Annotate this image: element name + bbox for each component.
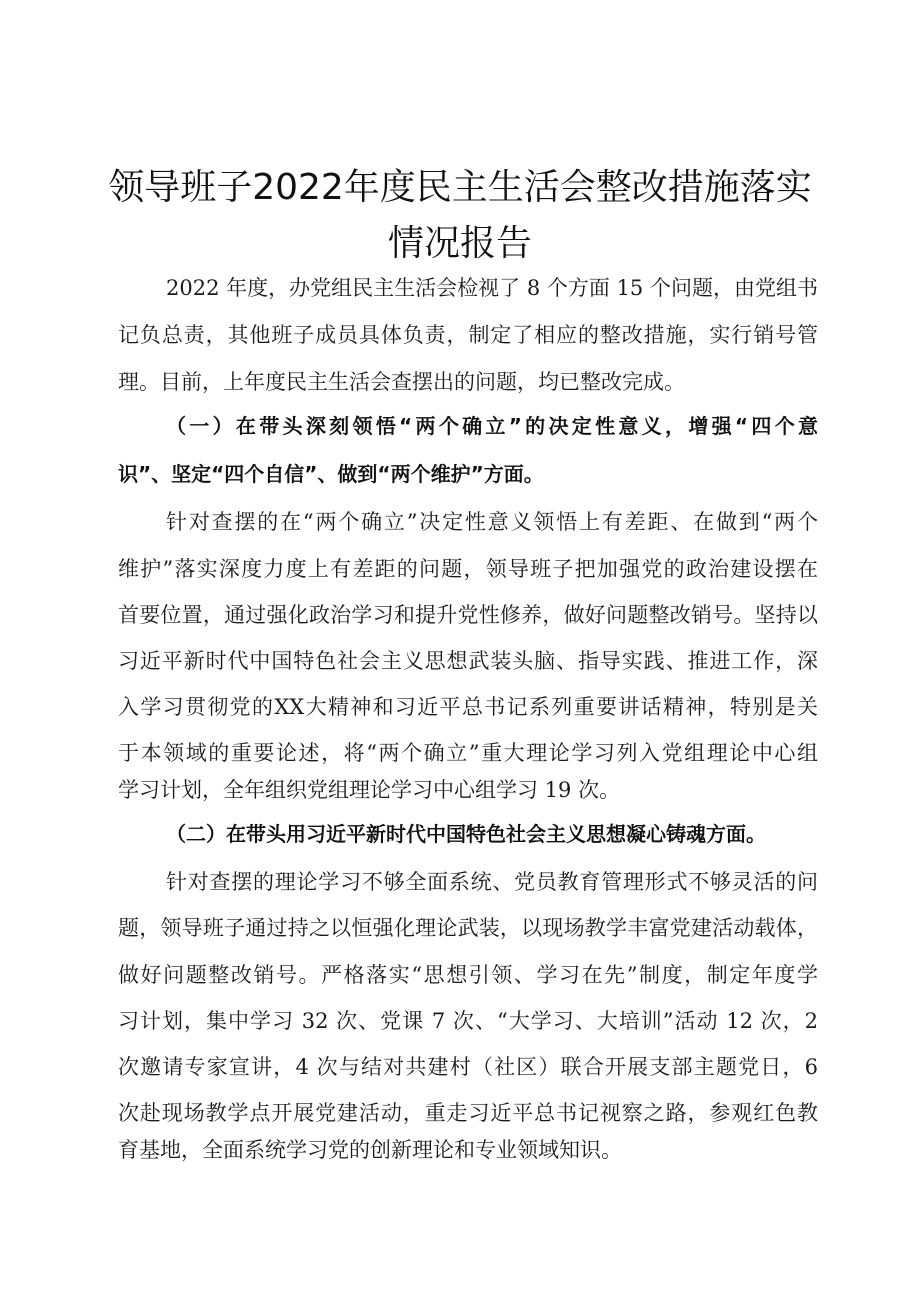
- section-1-body-line: 学习计划，全年组织党组理论学习中心组学习 19 次。: [118, 778, 621, 802]
- section-1-body-line: 针对查摆的在“两个确立”决定性意义领悟上有差距、在做到“两个: [166, 510, 818, 534]
- section-1-body-line: 首要位置，通过强化政治学习和提升党性修养，做好问题整改销号。坚持以: [118, 603, 818, 627]
- document-title-line-1: 领导班子2022年度民主生活会整改措施落实: [108, 167, 812, 208]
- section-2-body-line: 次赴现场教学点开展党建活动，重走习近平总书记视察之路，参观红色教: [118, 1101, 818, 1125]
- section-1-body-line: 习近平新时代中国特色社会主义思想武装头脑、指导实践、推进工作，深: [118, 649, 818, 673]
- section-2-body-line: 育基地，全面系统学习党的创新理论和专业领域知识。: [118, 1138, 622, 1162]
- section-2-body-line: 针对查摆的理论学习不够全面系统、党员教育管理形式不够灵活的问: [166, 870, 818, 894]
- section-1-heading-line: 识”、坚定“四个自信”、做到“两个维护”方面。: [118, 462, 544, 486]
- section-1-body-line: 于本领域的重要论述，将“两个确立”重大理论学习列入党组理论中心组: [118, 741, 818, 765]
- intro-line: 理。目前，上年度民主生活会查摆出的问题，均已整改完成。: [118, 370, 685, 394]
- section-1-body-line: 维护”落实深度力度上有差距的问题，领导班子把加强党的政治建设摆在: [118, 557, 818, 581]
- section-2-body-line: 做好问题整改销号。严格落实“思想引领、学习在先”制度，制定年度学: [118, 963, 818, 987]
- section-2-heading-line: （二）在带头用习近平新时代中国特色社会主义思想凝心铸魂方面。: [166, 822, 766, 846]
- document-title-line-2: 情况报告: [387, 223, 532, 264]
- section-1-body-line: 入学习贯彻党的XX大精神和习近平总书记系列重要讲话精神，特别是关: [118, 695, 818, 719]
- section-2-body-line: 题，领导班子通过持之以恒强化理论武装，以现场教学丰富党建活动载体，: [118, 916, 818, 940]
- section-2-body-line: 习计划，集中学习 32 次、党课 7 次、“大学习、大培训”活动 12 次，2: [118, 1009, 818, 1033]
- section-1-heading-line: （一）在带头深刻领悟“两个确立”的决定性意义，增强“四个意: [166, 414, 818, 438]
- section-2-body-line: 次邀请专家宣讲，4 次与结对共建村（社区）联合开展支部主题党日，6: [118, 1055, 818, 1079]
- intro-line: 记负总责，其他班子成员具体负责，制定了相应的整改措施，实行销号管: [118, 323, 818, 347]
- intro-line: 2022 年度，办党组民主生活会检视了 8 个方面 15 个问题，由党组书: [166, 276, 818, 300]
